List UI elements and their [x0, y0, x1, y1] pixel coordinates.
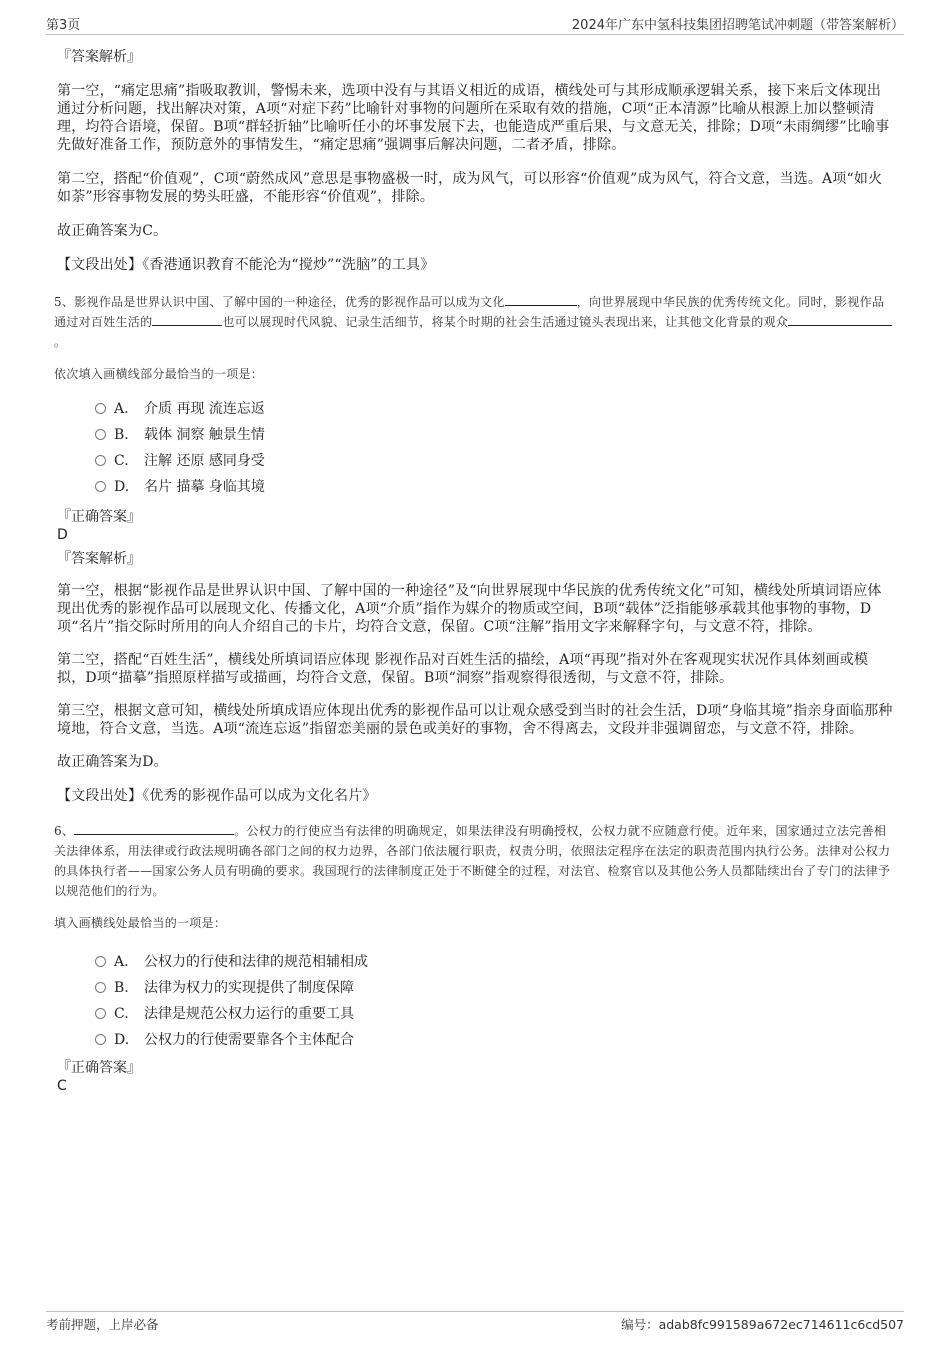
q6-option-b[interactable]: B. 法律为权力的实现提供了制度保障	[95, 975, 893, 1001]
q6-options	[95, 949, 893, 1053]
document-body	[54, 46, 893, 1095]
q5-stem: 5、影视作品是世界认识中国、了解中国的一种途径，优秀的影视作品可以成为文化 ，向世界展现中华民族的优秀传统文化。同时，影视作品通过对百姓生活的 也可以展现时代风貌、记录生活细节，将某个时期的社会生活通过镜头表现出来，让其他文化背景的观众。	[54, 292, 893, 352]
radio-icon[interactable]	[95, 1008, 106, 1019]
q5-analysis-label: 『答案解析』	[57, 551, 141, 567]
q6-prompt: 填入画横线处最恰当的一项是：	[54, 916, 227, 930]
q4-source: 【文段出处】《香港通识教育不能沦为“搅炒”“洗脑”的工具》	[57, 257, 435, 273]
q6-correct-answer: C	[57, 1078, 67, 1094]
document-title: 2024年广东中氢科技集团招聘笔试冲刺题（带答案解析）	[571, 18, 904, 33]
page-footer	[46, 1311, 904, 1334]
q4-analysis-label: 『答案解析』	[57, 49, 141, 65]
radio-icon[interactable]	[95, 455, 106, 466]
q5-option-b[interactable]: B. 载体 洞察 触景生情	[95, 422, 893, 448]
radio-icon[interactable]	[95, 429, 106, 440]
q5-prompt: 依次填入画横线部分最恰当的一项是：	[54, 367, 264, 381]
q5-blank-3	[788, 312, 892, 326]
q5-blank-1	[505, 292, 577, 306]
q5-source: 【文段出处】《优秀的影视作品可以成为文化名片》	[57, 788, 377, 804]
q5-option-d[interactable]: D. 名片 描摹 身临其境	[95, 474, 893, 500]
page-header	[46, 14, 904, 35]
q4-analysis-p2: 第二空，搭配“价值观”，C项“蔚然成风”意思是事物盛极一时，成为风气，可以形容“价值观”成为风气，符合文意，当选。A项“如火如荼”形容事物发展的势头旺盛，不能形容“价值观”，排除。	[57, 171, 883, 205]
q4-conclusion: 故正确答案为C。	[57, 223, 168, 239]
q6-correct-label: 『正确答案』	[57, 1060, 141, 1076]
footer-slogan: 考前押题，上岸必备	[46, 1317, 159, 1332]
q6-blank	[74, 821, 234, 835]
q4-analysis-p1: 第一空，“痛定思痛”指吸取教训，警惕未来，选项中没有与其语义相近的成语，横线处可与其形成顺承逻辑关系，接下来后文体现出通过分析问题，找出解决对策，A项“对症下药”比喻针对事物的问题所在采取有效的措施，C项“正本清源”比喻从根源上加以整顿清理，均符合语境，保留。B项“群轻折轴”比喻听任小的坏事发展下去，也能造成严重后果，与文意无关，排除；D项“未雨绸缪”比喻事先做好准备工作，预防意外的事情发生，“痛定思痛”强调事后解决问题，二者矛盾，排除。	[57, 83, 890, 153]
q5-correct-label: 『正确答案』	[57, 509, 141, 525]
q6-option-c[interactable]: C. 法律是规范公权力运行的重要工具	[95, 1001, 893, 1027]
q5-analysis-p2: 第二空，搭配“百姓生活”，横线处所填词语应体现 影视作品对百姓生活的描绘，A项“再现”指对外在客观现实状况作具体刻画或模拟，D项“描摹”指照原样描写或描画，均符合文意，保留。B项“洞察”指观察得很透彻，与文意不符，排除。	[57, 652, 869, 686]
radio-icon[interactable]	[95, 481, 106, 492]
q6-stem: 6、 。公权力的行使应当有法律的明确规定，如果法律没有明确授权，公权力就不应随意行使。近年来，国家通过立法完善相关法律体系，用法律或行政法规明确各部门之间的权力边界，各部门依法履行职责，权责分明，依照法定程序在法定的职责范围内执行公务。法律对公权力的具体执行者——国家公务人员有明确的要求。我国现行的法律制度正处于不断健全的过程，对法官、检察官以及其他公务人员都陆续出台了专门的法律予以规范他们的行为。	[54, 821, 893, 901]
q6-option-a[interactable]: A. 公权力的行使和法律的规范相辅相成	[95, 949, 893, 975]
q5-blank-2	[152, 312, 222, 326]
radio-icon[interactable]	[95, 982, 106, 993]
q5-option-a[interactable]: A. 介质 再现 流连忘返	[95, 396, 893, 422]
radio-icon[interactable]	[95, 403, 106, 414]
q6-option-d[interactable]: D. 公权力的行使需要靠各个主体配合	[95, 1027, 893, 1053]
page-number: 第3页	[46, 18, 81, 33]
q5-analysis-p3: 第三空，根据文意可知，横线处所填成语应体现出优秀的影视作品可以让观众感受到当时的社会生活，D项“身临其境”指亲身面临那种境地，符合文意，当选。A项“流连忘返”指留恋美丽的景色或美好的事物，舍不得离去，文段并非强调留恋，与文意不符，排除。	[57, 703, 893, 737]
radio-icon[interactable]	[95, 1034, 106, 1045]
q5-conclusion: 故正确答案为D。	[57, 754, 168, 770]
q5-correct-answer: D	[57, 527, 68, 543]
q5-options	[95, 396, 893, 500]
radio-icon[interactable]	[95, 956, 106, 967]
document-id: 编号：adab8fc991589a672ec714611c6cd507	[621, 1317, 904, 1332]
q5-option-c[interactable]: C. 注解 还原 感同身受	[95, 448, 893, 474]
q5-analysis-p1: 第一空，根据“影视作品是世界认识中国、了解中国的一种途径”及“向世界展现中华民族的优秀传统文化”可知，横线处所填词语应体现出优秀的影视作品可以展现文化、传播文化，A项“介质”指作为媒介的物质或空间，B项“载体”泛指能够承载其他事物的事物，D项“名片”指交际时所用的向人介绍自己的卡片，均符合文意，保留。C项“注解”指用文字来解释字句，与文意不符，排除。	[57, 583, 882, 635]
